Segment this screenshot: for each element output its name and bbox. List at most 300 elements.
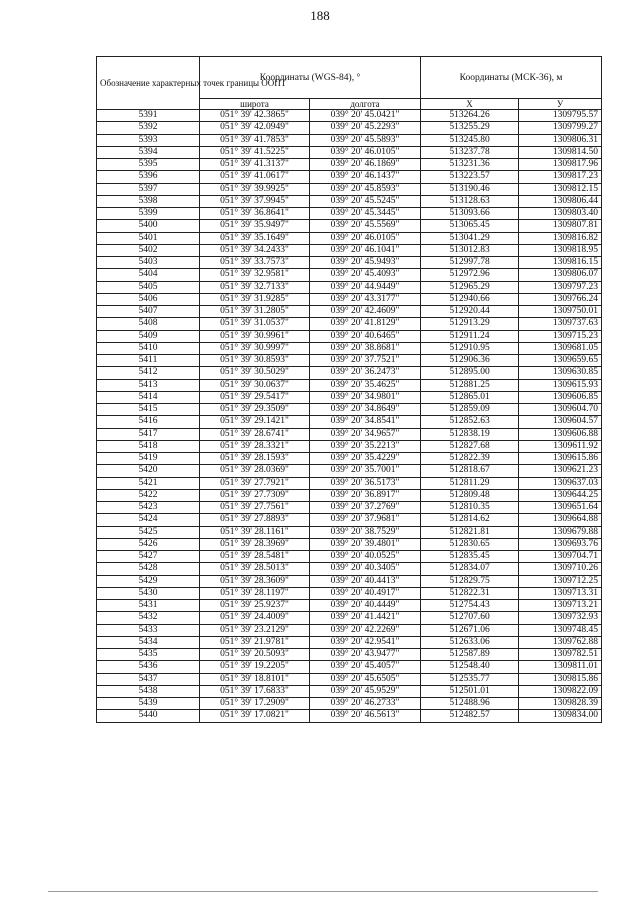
longitude-cell: 039° 20' 45.6505" bbox=[310, 673, 421, 685]
point-id-cell: 5419 bbox=[97, 453, 200, 465]
latitude-cell: 051° 39' 41.7853" bbox=[200, 134, 310, 146]
point-id-cell: 5423 bbox=[97, 502, 200, 514]
table-row bbox=[97, 502, 602, 514]
table-row bbox=[97, 587, 602, 599]
longitude-cell: 039° 20' 35.7001" bbox=[310, 465, 421, 477]
point-id-cell: 5392 bbox=[97, 122, 200, 134]
longitude-cell: 039° 20' 45.5569" bbox=[310, 220, 421, 232]
table-row bbox=[97, 526, 602, 538]
x-coordinate-cell: 512852.63 bbox=[421, 416, 519, 428]
x-coordinate-cell: 512906.36 bbox=[421, 355, 519, 367]
y-coordinate-cell: 1309806.31 bbox=[519, 134, 602, 146]
point-id-cell: 5409 bbox=[97, 330, 200, 342]
x-coordinate-cell: 513065.45 bbox=[421, 220, 519, 232]
table-row bbox=[97, 575, 602, 587]
x-coordinate-cell: 512865.01 bbox=[421, 391, 519, 403]
longitude-cell: 039° 20' 36.8917" bbox=[310, 489, 421, 501]
longitude-cell: 039° 20' 45.8593" bbox=[310, 183, 421, 195]
header-msk36: Координаты (МСК-36), м bbox=[421, 57, 602, 99]
table-row bbox=[97, 269, 602, 281]
table-body bbox=[97, 110, 602, 723]
table-row bbox=[97, 146, 602, 158]
y-coordinate-cell: 1309737.63 bbox=[519, 318, 602, 330]
header-x: X bbox=[421, 99, 519, 110]
x-coordinate-cell: 512829.75 bbox=[421, 575, 519, 587]
y-coordinate-cell: 1309659.65 bbox=[519, 355, 602, 367]
header-latitude: широта bbox=[200, 99, 310, 110]
longitude-cell: 039° 20' 40.0525" bbox=[310, 551, 421, 563]
x-coordinate-cell: 512811.29 bbox=[421, 477, 519, 489]
latitude-cell: 051° 39' 20.5093" bbox=[200, 649, 310, 661]
longitude-cell: 039° 20' 45.2293" bbox=[310, 122, 421, 134]
y-coordinate-cell: 1309712.25 bbox=[519, 575, 602, 587]
table-row bbox=[97, 600, 602, 612]
table-row bbox=[97, 318, 602, 330]
latitude-cell: 051° 39' 30.9997" bbox=[200, 342, 310, 354]
y-coordinate-cell: 1309817.23 bbox=[519, 171, 602, 183]
longitude-cell: 039° 20' 34.9657" bbox=[310, 428, 421, 440]
x-coordinate-cell: 512809.48 bbox=[421, 489, 519, 501]
latitude-cell: 051° 39' 37.9945" bbox=[200, 195, 310, 207]
x-coordinate-cell: 512501.01 bbox=[421, 685, 519, 697]
point-id-cell: 5393 bbox=[97, 134, 200, 146]
point-id-cell: 5395 bbox=[97, 159, 200, 171]
y-coordinate-cell: 1309611.92 bbox=[519, 440, 602, 452]
y-coordinate-cell: 1309814.50 bbox=[519, 146, 602, 158]
point-id-cell: 5431 bbox=[97, 600, 200, 612]
longitude-cell: 039° 20' 42.9541" bbox=[310, 636, 421, 648]
x-coordinate-cell: 513012.83 bbox=[421, 244, 519, 256]
x-coordinate-cell: 513237.78 bbox=[421, 146, 519, 158]
x-coordinate-cell: 513245.80 bbox=[421, 134, 519, 146]
point-id-cell: 5430 bbox=[97, 587, 200, 599]
point-id-cell: 5435 bbox=[97, 649, 200, 661]
point-id-cell: 5413 bbox=[97, 379, 200, 391]
latitude-cell: 051° 39' 27.8893" bbox=[200, 514, 310, 526]
x-coordinate-cell: 512821.81 bbox=[421, 526, 519, 538]
table-row bbox=[97, 551, 602, 563]
x-coordinate-cell: 512488.96 bbox=[421, 698, 519, 710]
latitude-cell: 051° 39' 27.7309" bbox=[200, 489, 310, 501]
table-row bbox=[97, 171, 602, 183]
point-id-cell: 5417 bbox=[97, 428, 200, 440]
point-id-cell: 5440 bbox=[97, 710, 200, 722]
point-id-cell: 5425 bbox=[97, 526, 200, 538]
x-coordinate-cell: 512587.89 bbox=[421, 649, 519, 661]
x-coordinate-cell: 512535.77 bbox=[421, 673, 519, 685]
y-coordinate-cell: 1309651.64 bbox=[519, 502, 602, 514]
longitude-cell: 039° 20' 34.9801" bbox=[310, 391, 421, 403]
longitude-cell: 039° 20' 45.9493" bbox=[310, 257, 421, 269]
table-row bbox=[97, 453, 602, 465]
y-coordinate-cell: 1309693.76 bbox=[519, 538, 602, 550]
latitude-cell: 051° 39' 39.9925" bbox=[200, 183, 310, 195]
latitude-cell: 051° 39' 31.9285" bbox=[200, 293, 310, 305]
y-coordinate-cell: 1309704.71 bbox=[519, 551, 602, 563]
y-coordinate-cell: 1309732.93 bbox=[519, 612, 602, 624]
y-coordinate-cell: 1309818.95 bbox=[519, 244, 602, 256]
latitude-cell: 051° 39' 28.1161" bbox=[200, 526, 310, 538]
y-coordinate-cell: 1309679.88 bbox=[519, 526, 602, 538]
longitude-cell: 039° 20' 40.4413" bbox=[310, 575, 421, 587]
x-coordinate-cell: 512754.43 bbox=[421, 600, 519, 612]
point-id-cell: 5401 bbox=[97, 232, 200, 244]
longitude-cell: 039° 20' 41.4421" bbox=[310, 612, 421, 624]
point-id-cell: 5402 bbox=[97, 244, 200, 256]
table-row bbox=[97, 477, 602, 489]
latitude-cell: 051° 39' 31.0537" bbox=[200, 318, 310, 330]
table-row bbox=[97, 367, 602, 379]
longitude-cell: 039° 20' 46.2733" bbox=[310, 698, 421, 710]
y-coordinate-cell: 1309615.86 bbox=[519, 453, 602, 465]
x-coordinate-cell: 512895.00 bbox=[421, 367, 519, 379]
x-coordinate-cell: 512810.35 bbox=[421, 502, 519, 514]
point-id-cell: 5434 bbox=[97, 636, 200, 648]
longitude-cell: 039° 20' 45.0421" bbox=[310, 110, 421, 122]
x-coordinate-cell: 513041.29 bbox=[421, 232, 519, 244]
y-coordinate-cell: 1309828.39 bbox=[519, 698, 602, 710]
point-id-cell: 5438 bbox=[97, 685, 200, 697]
point-id-cell: 5429 bbox=[97, 575, 200, 587]
longitude-cell: 039° 20' 40.3405" bbox=[310, 563, 421, 575]
point-id-cell: 5407 bbox=[97, 306, 200, 318]
point-id-cell: 5432 bbox=[97, 612, 200, 624]
table-row bbox=[97, 355, 602, 367]
header-wgs84: Координаты (WGS-84), ° bbox=[200, 57, 421, 99]
longitude-cell: 039° 20' 38.7529" bbox=[310, 526, 421, 538]
x-coordinate-cell: 513223.57 bbox=[421, 171, 519, 183]
point-id-cell: 5405 bbox=[97, 281, 200, 293]
point-id-cell: 5420 bbox=[97, 465, 200, 477]
x-coordinate-cell: 512830.65 bbox=[421, 538, 519, 550]
table-row bbox=[97, 379, 602, 391]
latitude-cell: 051° 39' 28.3609" bbox=[200, 575, 310, 587]
x-coordinate-cell: 512972.96 bbox=[421, 269, 519, 281]
latitude-cell: 051° 39' 30.5029" bbox=[200, 367, 310, 379]
y-coordinate-cell: 1309834.00 bbox=[519, 710, 602, 722]
y-coordinate-cell: 1309621.23 bbox=[519, 465, 602, 477]
point-id-cell: 5418 bbox=[97, 440, 200, 452]
latitude-cell: 051° 39' 32.9581" bbox=[200, 269, 310, 281]
y-coordinate-cell: 1309807.81 bbox=[519, 220, 602, 232]
y-coordinate-cell: 1309606.88 bbox=[519, 428, 602, 440]
point-id-cell: 5416 bbox=[97, 416, 200, 428]
longitude-cell: 039° 20' 36.5173" bbox=[310, 477, 421, 489]
x-coordinate-cell: 512633.06 bbox=[421, 636, 519, 648]
table-row bbox=[97, 110, 602, 122]
x-coordinate-cell: 512910.95 bbox=[421, 342, 519, 354]
longitude-cell: 039° 20' 46.1041" bbox=[310, 244, 421, 256]
point-id-cell: 5406 bbox=[97, 293, 200, 305]
latitude-cell: 051° 39' 25.9237" bbox=[200, 600, 310, 612]
y-coordinate-cell: 1309606.85 bbox=[519, 391, 602, 403]
latitude-cell: 051° 39' 30.9961" bbox=[200, 330, 310, 342]
point-id-cell: 5426 bbox=[97, 538, 200, 550]
longitude-cell: 039° 20' 44.9449" bbox=[310, 281, 421, 293]
latitude-cell: 051° 39' 28.1593" bbox=[200, 453, 310, 465]
y-coordinate-cell: 1309644.25 bbox=[519, 489, 602, 501]
x-coordinate-cell: 512814.62 bbox=[421, 514, 519, 526]
table-row bbox=[97, 440, 602, 452]
x-coordinate-cell: 512835.45 bbox=[421, 551, 519, 563]
point-id-cell: 5428 bbox=[97, 563, 200, 575]
longitude-cell: 039° 20' 42.4609" bbox=[310, 306, 421, 318]
x-coordinate-cell: 512834.07 bbox=[421, 563, 519, 575]
latitude-cell: 051° 39' 27.7561" bbox=[200, 502, 310, 514]
latitude-cell: 051° 39' 33.7573" bbox=[200, 257, 310, 269]
point-id-cell: 5391 bbox=[97, 110, 200, 122]
y-coordinate-cell: 1309750.01 bbox=[519, 306, 602, 318]
latitude-cell: 051° 39' 17.6833" bbox=[200, 685, 310, 697]
header-longitude: долгота bbox=[310, 99, 421, 110]
point-id-cell: 5404 bbox=[97, 269, 200, 281]
latitude-cell: 051° 39' 21.9781" bbox=[200, 636, 310, 648]
table-row bbox=[97, 563, 602, 575]
table-row bbox=[97, 636, 602, 648]
point-id-cell: 5399 bbox=[97, 208, 200, 220]
longitude-cell: 039° 20' 46.1869" bbox=[310, 159, 421, 171]
point-id-cell: 5424 bbox=[97, 514, 200, 526]
y-coordinate-cell: 1309812.15 bbox=[519, 183, 602, 195]
x-coordinate-cell: 512911.24 bbox=[421, 330, 519, 342]
longitude-cell: 039° 20' 35.4229" bbox=[310, 453, 421, 465]
point-id-cell: 5403 bbox=[97, 257, 200, 269]
latitude-cell: 051° 39' 29.1421" bbox=[200, 416, 310, 428]
y-coordinate-cell: 1309664.88 bbox=[519, 514, 602, 526]
y-coordinate-cell: 1309816.15 bbox=[519, 257, 602, 269]
point-id-cell: 5439 bbox=[97, 698, 200, 710]
longitude-cell: 039° 20' 34.8649" bbox=[310, 404, 421, 416]
x-coordinate-cell: 512997.78 bbox=[421, 257, 519, 269]
x-coordinate-cell: 512965.29 bbox=[421, 281, 519, 293]
y-coordinate-cell: 1309806.07 bbox=[519, 269, 602, 281]
table-row bbox=[97, 306, 602, 318]
x-coordinate-cell: 512920.44 bbox=[421, 306, 519, 318]
table-row bbox=[97, 416, 602, 428]
longitude-cell: 039° 20' 37.2769" bbox=[310, 502, 421, 514]
latitude-cell: 051° 39' 28.5481" bbox=[200, 551, 310, 563]
latitude-cell: 051° 39' 41.0617" bbox=[200, 171, 310, 183]
table-row bbox=[97, 281, 602, 293]
latitude-cell: 051° 39' 31.2805" bbox=[200, 306, 310, 318]
latitude-cell: 051° 39' 17.0821" bbox=[200, 710, 310, 722]
latitude-cell: 051° 39' 27.7921" bbox=[200, 477, 310, 489]
latitude-cell: 051° 39' 30.8593" bbox=[200, 355, 310, 367]
point-id-cell: 5433 bbox=[97, 624, 200, 636]
y-coordinate-cell: 1309713.21 bbox=[519, 600, 602, 612]
y-coordinate-cell: 1309762.88 bbox=[519, 636, 602, 648]
longitude-cell: 039° 20' 46.1437" bbox=[310, 171, 421, 183]
table-row bbox=[97, 661, 602, 673]
table-row bbox=[97, 685, 602, 697]
table-row bbox=[97, 220, 602, 232]
x-coordinate-cell: 513231.36 bbox=[421, 159, 519, 171]
longitude-cell: 039° 20' 41.8129" bbox=[310, 318, 421, 330]
table-row bbox=[97, 489, 602, 501]
header-point: Обозначение характерных точек границы ООПТ bbox=[97, 57, 200, 110]
latitude-cell: 051° 39' 28.6741" bbox=[200, 428, 310, 440]
latitude-cell: 051° 39' 29.3509" bbox=[200, 404, 310, 416]
point-id-cell: 5410 bbox=[97, 342, 200, 354]
y-coordinate-cell: 1309806.44 bbox=[519, 195, 602, 207]
latitude-cell: 051° 39' 35.9497" bbox=[200, 220, 310, 232]
x-coordinate-cell: 512707.60 bbox=[421, 612, 519, 624]
coordinates-table bbox=[96, 56, 602, 723]
table-row bbox=[97, 342, 602, 354]
table-row bbox=[97, 404, 602, 416]
y-coordinate-cell: 1309811.01 bbox=[519, 661, 602, 673]
y-coordinate-cell: 1309710.26 bbox=[519, 563, 602, 575]
x-coordinate-cell: 512822.39 bbox=[421, 453, 519, 465]
y-coordinate-cell: 1309715.23 bbox=[519, 330, 602, 342]
longitude-cell: 039° 20' 46.0105" bbox=[310, 232, 421, 244]
y-coordinate-cell: 1309713.31 bbox=[519, 587, 602, 599]
latitude-cell: 051° 39' 28.5013" bbox=[200, 563, 310, 575]
longitude-cell: 039° 20' 40.4917" bbox=[310, 587, 421, 599]
table-row bbox=[97, 122, 602, 134]
y-coordinate-cell: 1309604.57 bbox=[519, 416, 602, 428]
y-coordinate-cell: 1309615.93 bbox=[519, 379, 602, 391]
longitude-cell: 039° 20' 35.4625" bbox=[310, 379, 421, 391]
point-id-cell: 5398 bbox=[97, 195, 200, 207]
y-coordinate-cell: 1309817.96 bbox=[519, 159, 602, 171]
longitude-cell: 039° 20' 45.5245" bbox=[310, 195, 421, 207]
table-row bbox=[97, 698, 602, 710]
y-coordinate-cell: 1309782.51 bbox=[519, 649, 602, 661]
x-coordinate-cell: 513128.63 bbox=[421, 195, 519, 207]
x-coordinate-cell: 512838.19 bbox=[421, 428, 519, 440]
table-row bbox=[97, 330, 602, 342]
y-coordinate-cell: 1309822.09 bbox=[519, 685, 602, 697]
latitude-cell: 051° 39' 28.3321" bbox=[200, 440, 310, 452]
x-coordinate-cell: 512827.68 bbox=[421, 440, 519, 452]
x-coordinate-cell: 512859.09 bbox=[421, 404, 519, 416]
table-row bbox=[97, 244, 602, 256]
table-row bbox=[97, 195, 602, 207]
point-id-cell: 5396 bbox=[97, 171, 200, 183]
table-row bbox=[97, 514, 602, 526]
longitude-cell: 039° 20' 35.2213" bbox=[310, 440, 421, 452]
latitude-cell: 051° 39' 34.2433" bbox=[200, 244, 310, 256]
y-coordinate-cell: 1309799.27 bbox=[519, 122, 602, 134]
latitude-cell: 051° 39' 18.8101" bbox=[200, 673, 310, 685]
y-coordinate-cell: 1309803.40 bbox=[519, 208, 602, 220]
table-row bbox=[97, 183, 602, 195]
point-id-cell: 5394 bbox=[97, 146, 200, 158]
table-row bbox=[97, 465, 602, 477]
y-coordinate-cell: 1309815.86 bbox=[519, 673, 602, 685]
footer-divider bbox=[48, 891, 598, 892]
longitude-cell: 039° 20' 42.2269" bbox=[310, 624, 421, 636]
point-id-cell: 5408 bbox=[97, 318, 200, 330]
latitude-cell: 051° 39' 19.2205" bbox=[200, 661, 310, 673]
latitude-cell: 051° 39' 36.8641" bbox=[200, 208, 310, 220]
point-id-cell: 5400 bbox=[97, 220, 200, 232]
x-coordinate-cell: 512940.66 bbox=[421, 293, 519, 305]
table-row bbox=[97, 293, 602, 305]
y-coordinate-cell: 1309795.57 bbox=[519, 110, 602, 122]
longitude-cell: 039° 20' 45.5893" bbox=[310, 134, 421, 146]
table-row bbox=[97, 232, 602, 244]
longitude-cell: 039° 20' 43.3177" bbox=[310, 293, 421, 305]
point-id-cell: 5412 bbox=[97, 367, 200, 379]
longitude-cell: 039° 20' 37.9681" bbox=[310, 514, 421, 526]
latitude-cell: 051° 39' 28.3969" bbox=[200, 538, 310, 550]
x-coordinate-cell: 512818.67 bbox=[421, 465, 519, 477]
point-id-cell: 5414 bbox=[97, 391, 200, 403]
table-row bbox=[97, 159, 602, 171]
point-id-cell: 5411 bbox=[97, 355, 200, 367]
y-coordinate-cell: 1309766.24 bbox=[519, 293, 602, 305]
latitude-cell: 051° 39' 23.2129" bbox=[200, 624, 310, 636]
table-row bbox=[97, 710, 602, 722]
latitude-cell: 051° 39' 30.0637" bbox=[200, 379, 310, 391]
x-coordinate-cell: 513264.26 bbox=[421, 110, 519, 122]
x-coordinate-cell: 512548.40 bbox=[421, 661, 519, 673]
longitude-cell: 039° 20' 37.7521" bbox=[310, 355, 421, 367]
latitude-cell: 051° 39' 42.0949" bbox=[200, 122, 310, 134]
x-coordinate-cell: 512881.25 bbox=[421, 379, 519, 391]
longitude-cell: 039° 20' 36.2473" bbox=[310, 367, 421, 379]
latitude-cell: 051° 39' 17.2909" bbox=[200, 698, 310, 710]
point-id-cell: 5422 bbox=[97, 489, 200, 501]
latitude-cell: 051° 39' 28.0369" bbox=[200, 465, 310, 477]
longitude-cell: 039° 20' 46.0105" bbox=[310, 146, 421, 158]
longitude-cell: 039° 20' 40.6465" bbox=[310, 330, 421, 342]
y-coordinate-cell: 1309816.82 bbox=[519, 232, 602, 244]
y-coordinate-cell: 1309637.03 bbox=[519, 477, 602, 489]
y-coordinate-cell: 1309681.05 bbox=[519, 342, 602, 354]
table-row bbox=[97, 624, 602, 636]
y-coordinate-cell: 1309797.23 bbox=[519, 281, 602, 293]
longitude-cell: 039° 20' 38.8681" bbox=[310, 342, 421, 354]
latitude-cell: 051° 39' 24.4009" bbox=[200, 612, 310, 624]
longitude-cell: 039° 20' 39.4801" bbox=[310, 538, 421, 550]
x-coordinate-cell: 513190.46 bbox=[421, 183, 519, 195]
x-coordinate-cell: 512822.31 bbox=[421, 587, 519, 599]
longitude-cell: 039° 20' 46.5613" bbox=[310, 710, 421, 722]
latitude-cell: 051° 39' 35.1649" bbox=[200, 232, 310, 244]
point-id-cell: 5427 bbox=[97, 551, 200, 563]
longitude-cell: 039° 20' 40.4449" bbox=[310, 600, 421, 612]
point-id-cell: 5436 bbox=[97, 661, 200, 673]
latitude-cell: 051° 39' 41.3137" bbox=[200, 159, 310, 171]
y-coordinate-cell: 1309748.45 bbox=[519, 624, 602, 636]
longitude-cell: 039° 20' 45.3445" bbox=[310, 208, 421, 220]
table-row bbox=[97, 673, 602, 685]
point-id-cell: 5415 bbox=[97, 404, 200, 416]
header-y: У bbox=[519, 99, 602, 110]
point-id-cell: 5421 bbox=[97, 477, 200, 489]
table-row bbox=[97, 391, 602, 403]
latitude-cell: 051° 39' 28.1197" bbox=[200, 587, 310, 599]
latitude-cell: 051° 39' 32.7133" bbox=[200, 281, 310, 293]
page-number: 188 bbox=[310, 8, 330, 23]
y-coordinate-cell: 1309604.70 bbox=[519, 404, 602, 416]
table-row bbox=[97, 428, 602, 440]
table-row bbox=[97, 649, 602, 661]
longitude-cell: 039° 20' 45.9529" bbox=[310, 685, 421, 697]
longitude-cell: 039° 20' 34.8541" bbox=[310, 416, 421, 428]
x-coordinate-cell: 512671.06 bbox=[421, 624, 519, 636]
point-id-cell: 5397 bbox=[97, 183, 200, 195]
x-coordinate-cell: 512482.57 bbox=[421, 710, 519, 722]
latitude-cell: 051° 39' 42.3865" bbox=[200, 110, 310, 122]
y-coordinate-cell: 1309630.85 bbox=[519, 367, 602, 379]
longitude-cell: 039° 20' 43.9477" bbox=[310, 649, 421, 661]
x-coordinate-cell: 512913.29 bbox=[421, 318, 519, 330]
longitude-cell: 039° 20' 45.4057" bbox=[310, 661, 421, 673]
